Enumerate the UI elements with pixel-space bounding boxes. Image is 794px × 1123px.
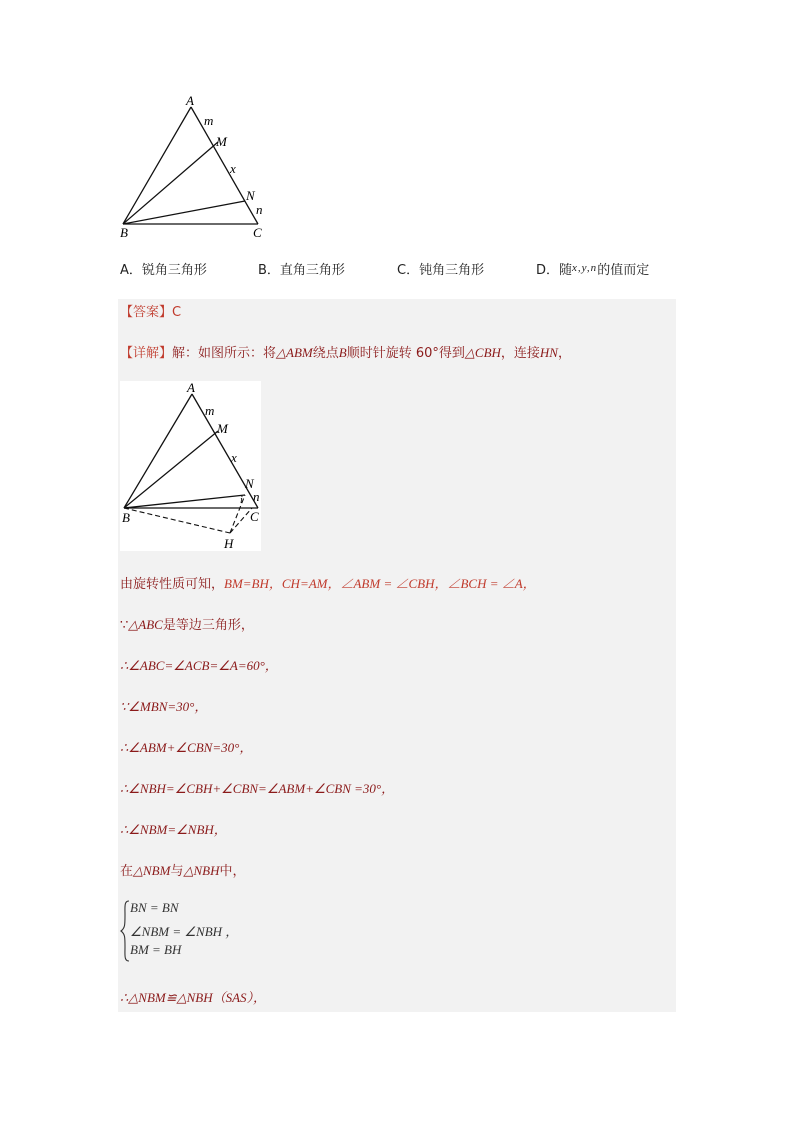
system-row-2: ∠NBM = ∠NBH ， [130, 924, 239, 939]
step-1-prefix: 由旋转性质可知， [120, 577, 225, 592]
step-8-prefix: 在 [120, 864, 134, 879]
option-c: C．钝角三角形 [397, 263, 485, 278]
step-8-math-1: △NBM [133, 863, 171, 878]
label-n: N [246, 188, 255, 203]
fig2-label-n: N [245, 476, 254, 491]
detail-tri-abm: △ABM [276, 345, 313, 360]
figure-2-frame [120, 381, 261, 551]
step-2-prefix: ∵ [120, 618, 129, 633]
fig2-label-i: i [240, 495, 243, 506]
step-9: ∴△NBM≌△NBH（SAS）， [120, 990, 267, 1005]
fig2-label-n-small: n [253, 489, 260, 504]
option-d-suffix: 的值而定 [597, 263, 650, 278]
triangle-figure-2 [120, 381, 261, 551]
answer-line [120, 301, 181, 320]
option-b: B．直角三角形 [258, 263, 345, 278]
detail-tri-cbh: △CBH [464, 345, 501, 360]
equation-system [120, 899, 270, 963]
step-1-math: BM=BH，CH=AM，∠ABM = ∠CBH，∠BCH = ∠A， [224, 576, 536, 591]
label-m: M [216, 134, 227, 149]
step-5: ∴∠ABM+∠CBN=30°， [120, 740, 253, 755]
answer-options [120, 259, 680, 281]
step-6: ∴∠NBH=∠CBH+∠CBN=∠ABM+∠CBN =30°， [120, 781, 395, 796]
detail-text-1: 解：如图所示：将 [172, 346, 277, 361]
step-8 [120, 860, 246, 879]
detail-text-2: 绕点 [312, 346, 339, 361]
fig2-label-m-small: m [205, 403, 215, 418]
label-c: C [253, 225, 262, 240]
fig2-label-h: H [224, 536, 234, 551]
fig2-label-c: C [250, 509, 259, 524]
step-3: ∴∠ABC=∠ACB=∠A=60°， [120, 658, 278, 673]
option-d [536, 259, 649, 278]
detail-seg-hn: HN [539, 345, 558, 360]
option-d-vars: x,y,n [572, 262, 598, 274]
step-8-math-2: △NBH [183, 863, 220, 878]
detail-text-3: 顺时针旋转 60°得到 [346, 346, 465, 361]
step-2 [120, 614, 254, 633]
detail-tag: 【详解】 [120, 346, 173, 361]
answer-value: C [172, 305, 182, 320]
step-7: ∴∠NBM=∠NBH， [120, 822, 227, 837]
fig2-label-m: M [217, 421, 228, 436]
fig2-label-b: B [122, 510, 130, 525]
step-2-suffix: 是等边三角形， [162, 618, 254, 633]
detail-pt-b: B [338, 345, 347, 360]
option-d-prefix: D．随 [536, 263, 573, 278]
system-row-3: BM = BH [130, 942, 182, 957]
step-4: ∵∠MBN=30°， [120, 699, 208, 714]
option-a: A．锐角三角形 [120, 263, 207, 278]
label-n-small: n [256, 202, 263, 217]
brace-symbol [120, 899, 130, 963]
detail-text-5: ， [557, 346, 571, 361]
triangle-figure-1 [115, 92, 275, 242]
system-row-1: BN = BN [130, 900, 179, 915]
label-x: x [230, 161, 236, 176]
step-2-math: △ABC [128, 617, 163, 632]
fig2-label-x: x [231, 450, 237, 465]
step-8-mid: 与 [170, 864, 184, 879]
label-m-small: m [204, 113, 214, 128]
label-b: B [120, 225, 128, 240]
fig2-label-a: A [187, 381, 195, 395]
step-8-suffix: 中， [219, 864, 246, 879]
detail-line [120, 342, 571, 361]
step-1 [120, 573, 536, 592]
label-a: A [186, 93, 194, 108]
answer-tag: 【答案】 [120, 305, 173, 320]
detail-text-4: ，连接 [500, 346, 540, 361]
